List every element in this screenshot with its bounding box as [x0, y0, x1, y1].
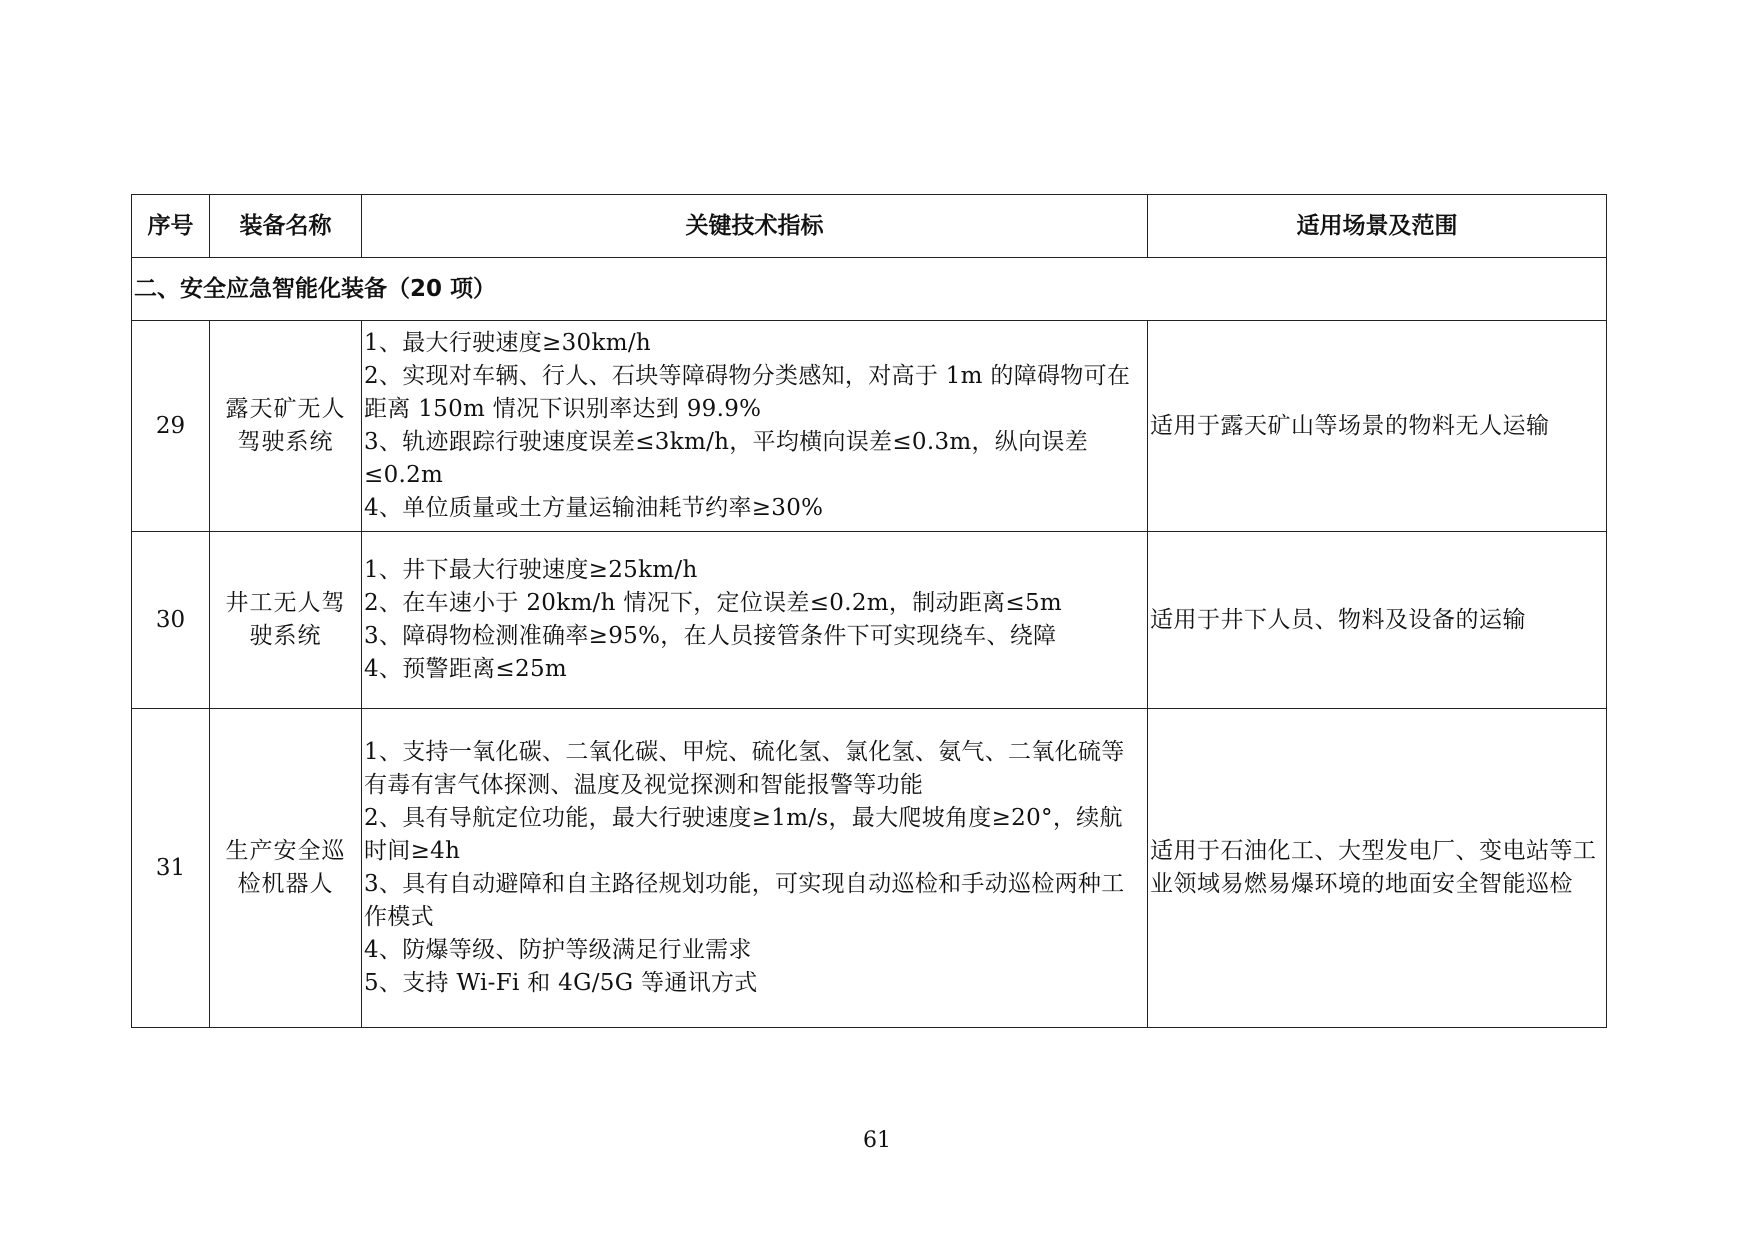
row-specs: [362, 709, 1148, 1028]
row-specs: [362, 532, 1148, 709]
row-serial-no: 29: [132, 321, 210, 532]
row-equipment-name: 生产安全巡检机器人: [210, 709, 362, 1028]
equipment-table: [131, 194, 1607, 1028]
spec-line: 3、障碍物检测准确率≥95%，在人员接管条件下可实现绕车、绕障: [364, 623, 1057, 649]
spec-line: 2、具有导航定位功能，最大行驶速度≥1m/s，最大爬坡角度≥20°，续航时间≥4h: [364, 805, 1123, 864]
spec-line: 3、轨迹跟踪行驶速度误差≤3km/h，平均横向误差≤0.3m，纵向误差≤0.2m: [364, 429, 1089, 488]
row-serial-no: 31: [132, 709, 210, 1028]
row-scope: 适用于井下人员、物料及设备的运输: [1148, 532, 1607, 709]
table-row: [132, 532, 1607, 709]
header-key-specs: 关键技术指标: [362, 195, 1148, 258]
table-row: [132, 321, 1607, 532]
page-number: 61: [863, 1128, 891, 1153]
table-row: [132, 709, 1607, 1028]
spec-line: 4、单位质量或土方量运输油耗节约率≥30%: [364, 495, 824, 521]
section-title: 二、安全应急智能化装备（20 项）: [132, 258, 1607, 321]
spec-line: 4、防爆等级、防护等级满足行业需求: [364, 937, 752, 963]
row-equipment-name: 井工无人驾驶系统: [210, 532, 362, 709]
spec-line: 5、支持 Wi-Fi 和 4G/5G 等通讯方式: [364, 970, 758, 996]
table-header-row: [132, 195, 1607, 258]
spec-line: 4、预警距离≤25m: [364, 656, 567, 682]
spec-line: 2、实现对车辆、行人、石块等障碍物分类感知，对高于 1m 的障碍物可在距离 150m 情况下识别率达到 99.9%: [364, 363, 1131, 422]
spec-line: 2、在车速小于 20km/h 情况下，定位误差≤0.2m，制动距离≤5m: [364, 590, 1063, 616]
header-serial-no: 序号: [132, 195, 210, 258]
spec-line: 1、井下最大行驶速度≥25km/h: [364, 557, 698, 583]
row-specs: [362, 321, 1148, 532]
row-scope: 适用于露天矿山等场景的物料无人运输: [1148, 321, 1607, 532]
section-row: [132, 258, 1607, 321]
header-equipment-name: 装备名称: [210, 195, 362, 258]
spec-line: 3、具有自动避障和自主路径规划功能，可实现自动巡检和手动巡检两种工作模式: [364, 871, 1125, 930]
spec-line: 1、最大行驶速度≥30km/h: [364, 330, 651, 356]
row-equipment-name: 露天矿无人驾驶系统: [210, 321, 362, 532]
row-serial-no: 30: [132, 532, 210, 709]
header-scope: 适用场景及范围: [1148, 195, 1607, 258]
row-scope: 适用于石油化工、大型发电厂、变电站等工业领域易燃易爆环境的地面安全智能巡检: [1148, 709, 1607, 1028]
spec-line: 1、支持一氧化碳、二氧化碳、甲烷、硫化氢、氯化氢、氨气、二氧化硫等有毒有害气体探测、温度及视觉探测和智能报警等功能: [364, 739, 1125, 798]
